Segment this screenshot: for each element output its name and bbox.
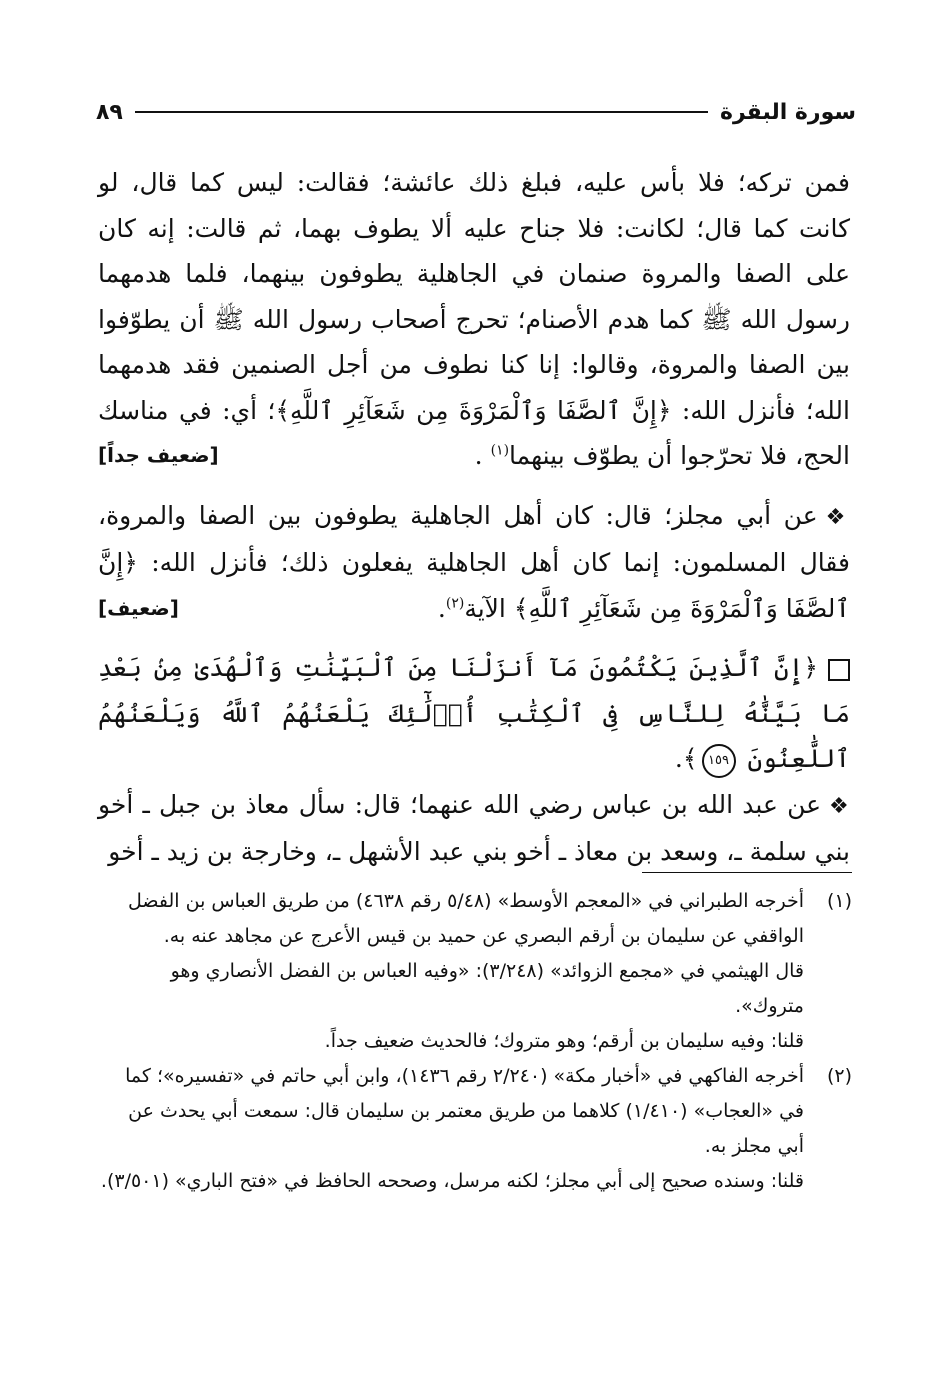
sentence-end: . — [474, 441, 483, 470]
footnote-1-note: قلنا: وفيه سليمان بن أرقم؛ وهو متروك؛ فالحديث ضعيف جداً. — [324, 1030, 804, 1052]
paragraph-verse — [98, 645, 850, 782]
footnote-ref-1[interactable]: (١) — [490, 442, 510, 459]
sura-title: سورة البقرة — [719, 99, 856, 125]
verse-close-bracket: ﴾ — [682, 744, 698, 773]
footnote-1-note: قال الهيثمي في «مجمع الزوائد» (٣/٢٤٨): «وفيه العباس بن الفضل الأنصاري وهو متروك». — [170, 960, 804, 1017]
footnote-2-note: قلنا: وسنده صحيح إلى أبي مجلز؛ لكنه مرسل، وصححه الحافظ في «فتح الباري» (٣/٥٠١). — [100, 1170, 804, 1192]
footnote-number: (١) — [826, 890, 852, 912]
paragraph-gap — [98, 631, 850, 645]
footnote-text: أخرجه الفاكهي في «أخبار مكة» (٢/٢٤٠ رقم ١٤٣٦)، وابن أبي حاتم في «تفسيره»؛ كما في «العجاب» (١/٤١٠) كلاهما من طريق معتمر بن سليمان قال: سمعت أبي يحدث عن أبي مجلز به. — [125, 1065, 804, 1157]
paragraph-gap — [98, 479, 850, 493]
square-box-icon — [828, 659, 850, 681]
paragraph-ibn-abbas — [98, 782, 850, 875]
diamond-bullet-icon: ❖ — [825, 504, 850, 530]
header-rule — [135, 111, 708, 113]
quran-verse: ﴿إِنَّ ٱلَّذِينَ يَكْتُمُونَ مَآ أَنزَلْنَا مِنَ ٱلْبَيِّنَٰتِ وَٱلْهُدَىٰ مِنۢ بَعْدِ مَا بَيَّنَّٰهُ لِلنَّاسِ فِى ٱلْكِتَٰبِ أُو۟لَٰٓئِكَ يَلْعَنُهُمُ ٱللَّهُ وَيَلْعَنُهُمُ ٱللَّٰعِنُونَ — [98, 653, 850, 773]
footnote-1 — [98, 884, 852, 954]
paragraph-text-after: ؛ أي: في مناسك الحج، فلا تحرّجوا أن يطوّف بينهما — [98, 395, 850, 470]
paragraph-text: فمن تركه؛ فلا بأس عليه، فبلغ ذلك عائشة؛ فقالت: ليس كما قال، لو كانت كما قال؛ لكانت: فلا جناح عليه ألا يطوف بهما، ثم قالت: إنه كان على الصفا والمروة صنمان في الجاهلية يطوفون بينهما، فلما هدمهما رسول الله ﷺ كما هدم الأصنام؛ تحرج أصحاب رسول الله ﷺ أن يطوّفوا بين الصفا والمروة، وقالوا: إنا كنا نطوف من أجل الصنمين فقد هدمهما الله؛ فأنزل الله: — [98, 168, 851, 425]
diamond-bullet-icon: ❖ — [829, 793, 850, 819]
paragraph-text: عن عبد الله بن عباس رضي الله عنهما؛ قال: سأل معاذ بن جبل ـ أخو بني سلمة ـ، وسعد بن معاذ ـ أخو بني عبد الأشهل ـ، وخارجة بن زيد ـ أخو — [98, 789, 850, 866]
footnote-ref-2[interactable]: (٢) — [445, 595, 465, 612]
footnotes — [98, 884, 852, 1199]
page-number: ٨٩ — [96, 99, 123, 125]
footnote-number: (٢) — [826, 1065, 852, 1087]
paragraph-abi-mijlaz — [98, 493, 850, 632]
main-text — [98, 160, 850, 875]
sentence-end: . — [437, 593, 446, 623]
quran-quote: ﴿إِنَّ ٱلصَّفَا وَٱلْمَرْوَةَ مِن شَعَآئِرِ ٱللَّهِ﴾ — [98, 548, 850, 623]
footnote-text: أخرجه الطبراني في «المعجم الأوسط» (٥/٤٨ رقم ٤٦٣٨) من طريق العباس بن الفضل الواقفي عن سليمان بن أرقم البصري عن حميد بن قيس الأعرج عن مجاهد عنه به. — [128, 890, 804, 947]
page-header — [96, 94, 856, 130]
grade-label: [ضعيف جداً] — [98, 443, 219, 467]
paragraph-aisha — [98, 160, 850, 479]
paragraph-text: عن أبي مجلز؛ قال: كان أهل الجاهلية يطوفون بين الصفا والمروة، فقال المسلمون: إنما كان أهل الجاهلية يفعلون ذلك؛ فأنزل الله: — [98, 500, 850, 577]
footnote-2 — [98, 1059, 852, 1164]
grade-label: [ضعيف] — [98, 595, 179, 620]
sentence-end: . — [674, 744, 683, 773]
quran-quote: ﴿إِنَّ ٱلصَّفَا وَٱلْمَرْوَةَ مِن شَعَآئِرِ ٱللَّهِ﴾ — [275, 395, 672, 425]
verse-number-ornament: ١٥٩ — [702, 744, 736, 778]
footnote-separator — [642, 872, 852, 873]
paragraph-text-after: الآية — [464, 593, 506, 623]
